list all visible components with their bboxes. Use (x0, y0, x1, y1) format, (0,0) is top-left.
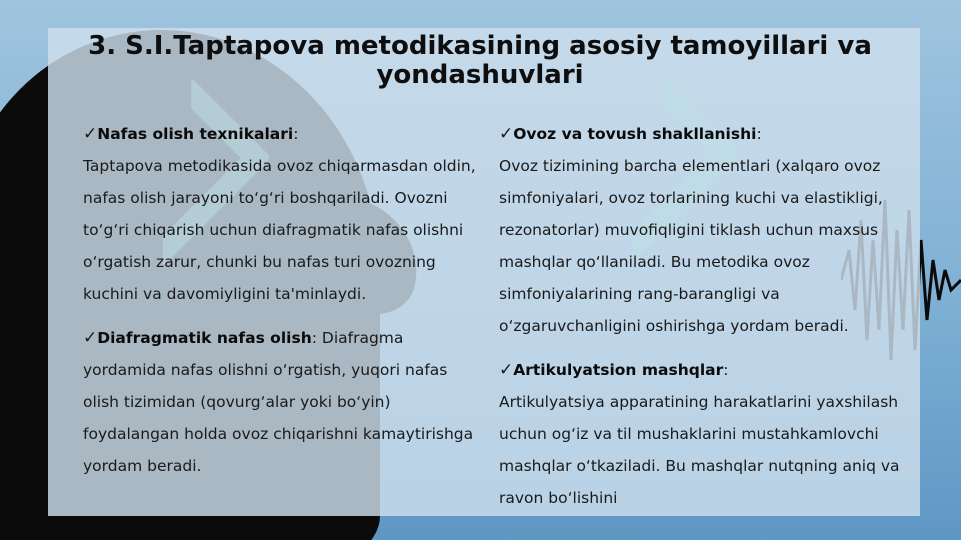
bullet-body: Artikulyatsiya apparatining harakatlarini yaxshilash uchun og‘iz va til mushaklarini mustahkamlovchi mashqlar o‘tkaziladi. Bu mashqlar nutqning aniq va ravon bo‘lishini (499, 393, 900, 507)
checkmark-icon: ✓ (83, 328, 98, 348)
bullet-breathing-techniques (83, 118, 488, 310)
right-column (499, 118, 904, 526)
bullet-separator: : (756, 125, 762, 143)
bullet-articulation-exercises (499, 354, 904, 514)
checkmark-icon: ✓ (499, 360, 514, 380)
bullet-body: Taptapova metodikasida ovoz chiqarmasdan oldin, nafas olish jarayoni to‘g‘ri boshqariladi. Ovozni to‘g‘ri chiqarish uchun diafragmatik nafas olishni o‘rgatish zarur, chunki bu nafas turi ovozning kuchini va davomiyligini ta'minlaydi. (83, 157, 476, 303)
bullet-heading: Nafas olish texnikalari (97, 125, 294, 143)
bullet-heading: Ovoz va tovush shakllanishi (513, 125, 757, 143)
bullet-body: Ovoz tizimining barcha elementlari (xalqaro ovoz simfoniyalari, ovoz torlarining kuchi va elastikligi, rezonatorlar) muvofiqligini tiklash uchun maxsus mashqlar qo‘llaniladi. Bu metodika ovoz simfoniyalarining rang-barangligi va o‘zgaruvchanligini oshirishga yordam beradi. (499, 157, 883, 335)
slide-title: 3. S.I.Taptapova metodikasining asosiy tamoyillari va yondashuvlari (88, 31, 872, 90)
bullet-voice-formation (499, 118, 904, 342)
bullet-separator: : (723, 361, 729, 379)
bullet-body: Diafragma yordamida nafas olishni o‘rgatish, yuqori nafas olish tizimidan (qovurg‘alar yoki bo‘yin) foydalangan holda ovoz chiqarishni kamaytirishga yordam beradi. (83, 329, 474, 475)
checkmark-icon: ✓ (499, 124, 514, 144)
bullet-separator: : (311, 329, 322, 347)
left-column (83, 118, 488, 494)
bullet-heading: Artikulyatsion mashqlar (513, 361, 724, 379)
bullet-heading: Diafragmatik nafas olish (97, 329, 312, 347)
bullet-separator: : (293, 125, 299, 143)
bullet-diaphragmatic-breathing (83, 322, 488, 482)
checkmark-icon: ✓ (83, 124, 98, 144)
